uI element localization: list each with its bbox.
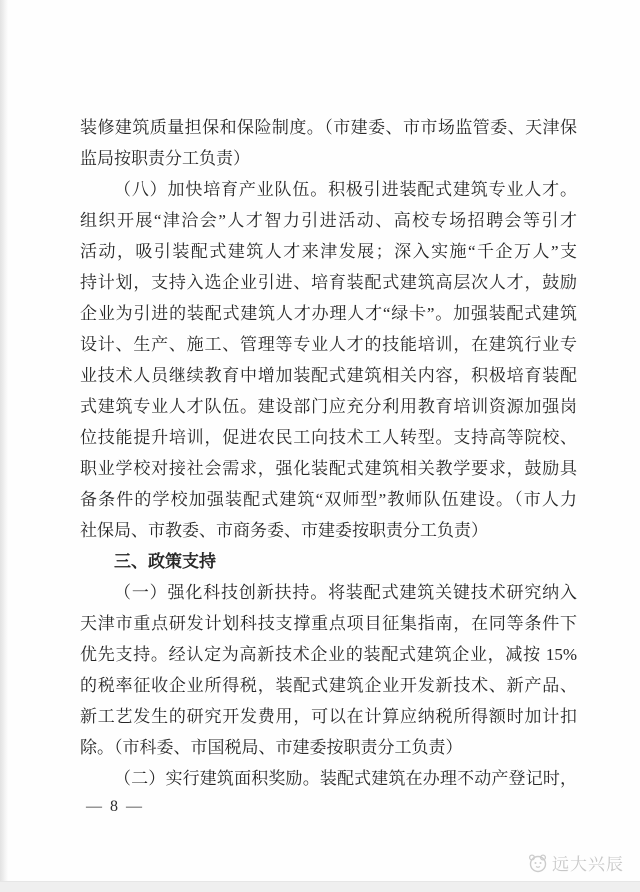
text-line: 持计划，支持入选企业引进、培育装配式建筑高层次人才，鼓励	[80, 273, 577, 292]
text-line: 除。（市科委、市国税局、市建委按职责分工负责）	[80, 738, 463, 757]
text-line: 业技术人员继续教育中增加装配式建筑相关内容，积极培育装配	[80, 366, 577, 385]
text-line: （八）加快培育产业队伍。积极引进装配式建筑专业人才。	[114, 180, 577, 199]
text-line: 天津市重点研发计划科技支撑重点项目征集指南，在同等条件下	[80, 614, 577, 633]
text-line: 监局按职责分工负责）	[80, 149, 250, 168]
text-line: 式建筑专业人才队伍。建设部门应充分利用教育培训资源加强岗	[80, 397, 577, 416]
text-line: （二）实行建筑面积奖励。装配式建筑在办理不动产登记时，	[114, 769, 577, 788]
document-body	[80, 112, 577, 794]
scan-edge-shadow	[0, 0, 8, 892]
text-line: 活动，吸引装配式建筑人才来津发展；深入实施“千企万人”支	[80, 242, 577, 261]
text-line: 设计、生产、施工、管理等专业人才的技能培训，在建筑行业专	[80, 335, 577, 354]
panda-logo-icon	[526, 853, 548, 873]
brand-name: 远大兴辰	[552, 855, 624, 874]
brand-watermark	[526, 850, 624, 875]
text-line: （一）强化科技创新扶持。将装配式建筑关键技术研究纳入	[114, 583, 577, 602]
text-line: 新工艺发生的研究开发费用，可以在计算应纳税所得额时加计扣	[80, 707, 577, 726]
text-line: 企业为引进的装配式建筑人才办理人才“绿卡”。加强装配式建筑	[80, 304, 577, 323]
text-line: 组织开展“津洽会”人才智力引进活动、高校专场招聘会等引才	[80, 211, 577, 230]
text-line: 优先支持。经认定为高新技术企业的装配式建筑企业，减按 15%	[80, 645, 577, 664]
page-number: — 8 —	[86, 798, 144, 815]
text-line: 职业学校对接社会需求，强化装配式建筑相关教学要求，鼓励具	[80, 459, 577, 478]
text-line: 位技能提升培训，促进农民工向技术工人转型。支持高等院校、	[80, 428, 577, 447]
text-line: 备条件的学校加强装配式建筑“双师型”教师队伍建设。（市人力	[80, 490, 577, 509]
text-line: 的税率征收企业所得税，装配式建筑企业开发新技术、新产品、	[80, 676, 577, 695]
section-heading: 三、政策支持	[114, 552, 216, 571]
scan-bottom-edge	[0, 881, 640, 892]
text-line: 社保局、市教委、市商务委、市建委按职责分工负责）	[80, 521, 488, 540]
text-line: 装修建筑质量担保和保险制度。（市建委、市市场监管委、天津保	[80, 118, 577, 137]
